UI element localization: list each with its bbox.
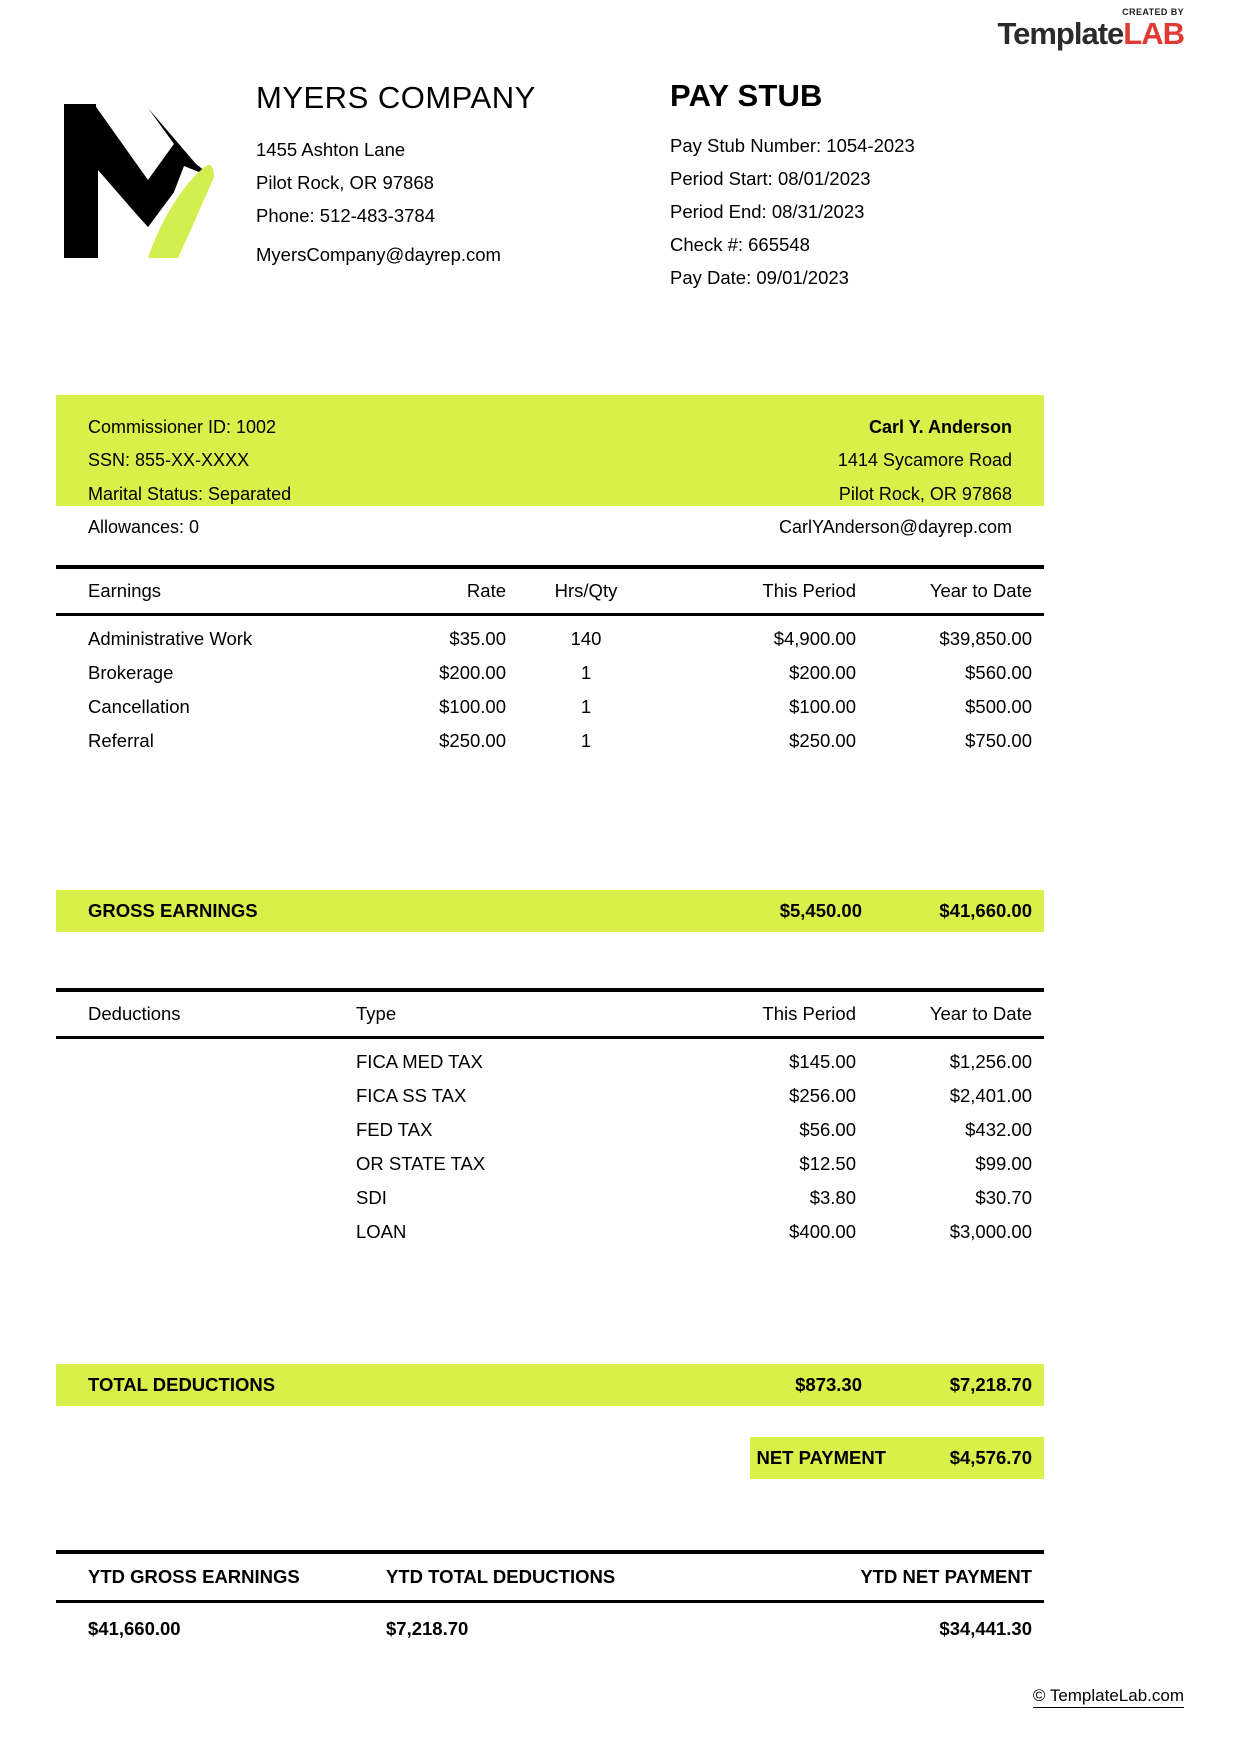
earnings-row-hrs: 1 [580,662,592,683]
employee-contact-details [555,411,1022,538]
earnings-header-rate: Rate [466,580,506,601]
deductions-row-type: FICA MED TAX [356,1051,483,1072]
earnings-row-period: $100.00 [789,696,856,717]
company-address-line1: 1455 Ashton Lane [256,139,406,160]
templatelab-brand [997,8,1184,49]
brand-wordmark [997,18,1184,49]
deductions-table-body [56,988,1044,1249]
net-payment-label: NET PAYMENT [756,1447,886,1468]
ytd-gross-header: YTD GROSS EARNINGS [88,1566,300,1587]
employee-name: Carl Y. Anderson [868,417,1012,437]
earnings-header-row [56,569,1044,613]
earnings-row-hrs: 140 [570,628,602,649]
employee-allowances: Allowances: 0 [88,517,200,538]
deductions-row-period: $145.00 [789,1051,856,1072]
earnings-row-name: Referral [88,730,154,751]
table-row [56,656,1044,690]
deductions-row-ytd: $30.70 [975,1187,1032,1208]
table-row [56,1113,1044,1147]
ytd-summary-value-row [56,1603,1044,1655]
pay-period-start: Period Start: 08/01/2023 [670,167,871,189]
deductions-row-ytd: $432.00 [965,1119,1032,1140]
commissioner-id: Commissioner ID: 1002 [88,417,277,437]
employee-address-line1: 1414 Sycamore Road [837,450,1012,471]
deductions-row-period: $400.00 [789,1221,856,1242]
table-row [56,1039,1044,1079]
document-header [56,74,1184,295]
brand-template-text: Template [997,16,1124,51]
ytd-gross-value: $41,660.00 [88,1618,181,1639]
company-logo-wrap [56,74,256,295]
brand-lab-text: LAB [1123,16,1184,51]
deductions-row-ytd: $2,401.00 [949,1085,1032,1106]
deductions-header-name: Deductions [88,1003,181,1024]
deductions-header-type: Type [356,1003,397,1024]
company-address-line2: Pilot Rock, OR 97868 [256,171,434,193]
employee-marital-status: Marital Status: Separated [88,483,292,504]
earnings-header-period: This Period [762,580,856,601]
earnings-row-name: Administrative Work [88,628,253,649]
total-deductions-period: $873.30 [795,1374,862,1395]
total-deductions-ytd: $7,218.70 [949,1374,1032,1395]
deductions-row-ytd: $99.00 [975,1153,1032,1174]
deductions-header-period: This Period [762,1003,856,1024]
earnings-row-ytd: $750.00 [965,730,1032,751]
gross-earnings-ytd: $41,660.00 [939,900,1032,921]
ytd-summary-table [56,1550,1044,1655]
employee-payroll-details [88,411,555,538]
pay-period-end: Period End: 08/31/2023 [670,200,865,222]
employee-info-band [56,395,1044,538]
deductions-row-period: $12.50 [799,1153,856,1174]
ytd-net-value: $34,441.30 [939,1618,1032,1639]
net-payment-bar [750,1437,1044,1479]
total-deductions-bar [56,1364,1044,1406]
deductions-row-period: $3.80 [809,1187,856,1208]
company-phone: Phone: 512-483-3784 [256,204,435,226]
earnings-row-period: $250.00 [789,730,856,751]
table-row [56,1181,1044,1215]
ytd-deductions-value: $7,218.70 [386,1618,469,1639]
pay-date: Pay Date: 09/01/2023 [670,266,849,288]
earnings-row-hrs: 1 [580,730,592,751]
deductions-row-type: FED TAX [356,1119,433,1140]
deductions-row-ytd: $1,256.00 [949,1051,1032,1072]
earnings-table [56,565,1044,758]
earnings-header-hrs: Hrs/Qty [554,580,618,601]
company-name: MYERS COMPANY [256,80,536,115]
table-row [56,1079,1044,1113]
deductions-row-period: $56.00 [799,1119,856,1140]
pay-stub-meta [656,74,1184,295]
earnings-row-hrs: 1 [580,696,592,717]
earnings-row-ytd: $39,850.00 [939,628,1032,649]
myers-m-logo-icon [56,82,240,260]
pay-stub-title: PAY STUB [670,78,823,113]
table-row [56,1147,1044,1181]
pay-stub-number: Pay Stub Number: 1054-2023 [670,135,915,156]
table-row [56,724,1044,758]
earnings-header-ytd: Year to Date [929,580,1032,601]
company-logo [56,82,240,260]
deductions-row-type: FICA SS TAX [356,1085,467,1106]
deductions-row-type: SDI [356,1187,387,1208]
gross-earnings-period: $5,450.00 [779,900,862,921]
total-deductions-bar-wrap [56,1364,1044,1406]
ytd-summary-header-row [56,1554,1044,1600]
brand-created-by-label: CREATED BY [1122,7,1184,17]
table-row [56,690,1044,724]
earnings-row-rate: $100.00 [439,696,506,717]
total-deductions-label: TOTAL DEDUCTIONS [88,1374,276,1395]
company-info [256,74,656,295]
employee-ssn: SSN: 855-XX-XXXX [88,450,250,471]
earnings-row-rate: $200.00 [439,662,506,683]
deductions-header-ytd: Year to Date [929,1003,1032,1024]
earnings-row-rate: $250.00 [439,730,506,751]
deductions-row-type: OR STATE TAX [356,1153,486,1174]
deductions-row-period: $256.00 [789,1085,856,1106]
net-payment-value: $4,576.70 [949,1447,1032,1468]
earnings-row-period: $4,900.00 [773,628,856,649]
earnings-row-ytd: $560.00 [965,662,1032,683]
company-email: MyersCompany@dayrep.com [256,243,501,265]
check-number: Check #: 665548 [670,233,810,255]
earnings-row-name: Cancellation [88,696,190,717]
deductions-row-ytd: $3,000.00 [949,1221,1032,1242]
earnings-row-name: Brokerage [88,662,174,683]
gross-earnings-bar [56,890,1044,932]
employee-address-line2: Pilot Rock, OR 97868 [838,483,1012,504]
table-row [56,1215,1044,1249]
deductions-row-type: LOAN [356,1221,407,1242]
employee-email: CarlYAnderson@dayrep.com [778,517,1012,538]
earnings-row-rate: $35.00 [449,628,506,649]
table-row [56,616,1044,656]
gross-earnings-label: GROSS EARNINGS [88,900,258,921]
ytd-net-header: YTD NET PAYMENT [860,1566,1032,1587]
earnings-header-name: Earnings [88,580,162,601]
gross-earnings-bar-wrap [56,890,1044,932]
earnings-row-ytd: $500.00 [965,696,1032,717]
deductions-header-row [56,992,1044,1036]
footer-copyright: © TemplateLab.com [1033,1686,1184,1708]
ytd-deductions-header: YTD TOTAL DEDUCTIONS [386,1566,616,1587]
earnings-row-period: $200.00 [789,662,856,683]
